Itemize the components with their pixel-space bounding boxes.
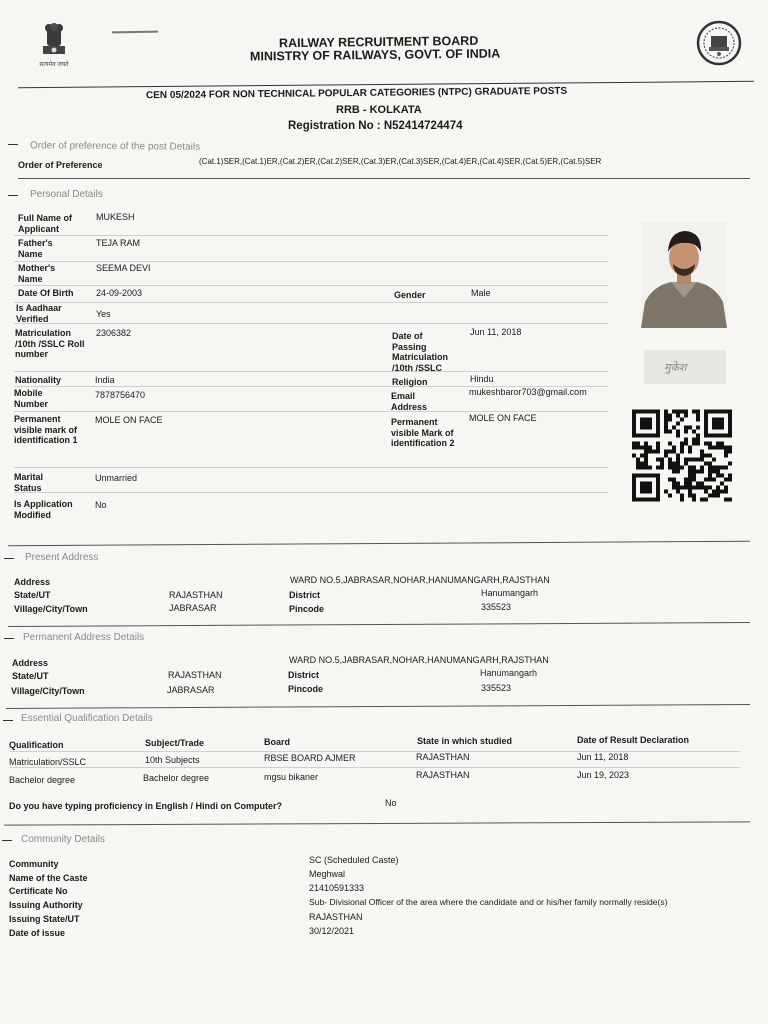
table-cell: Bachelor degree <box>143 773 210 783</box>
email-value: mukeshbaror703@gmail.com <box>469 387 587 397</box>
present-state-label: State/UT <box>14 590 51 600</box>
section-title-community: Community Details <box>21 834 105 845</box>
qualification-header: Qualification <box>9 740 64 750</box>
emblem-motto: सत्यमेव जयते <box>39 62 69 68</box>
permanent-address-value: WARD NO.5,JABRASAR,NOHAR,HANUMANGARH,RAJSTHAN <box>289 655 549 665</box>
father-name-label: Father's Name <box>18 238 53 259</box>
identification-mark-2-label: Permanent visible Mark of identification 2 <box>391 417 455 448</box>
row-line <box>14 302 608 303</box>
mother-name-value: SEEMA DEVI <box>96 263 151 273</box>
row-line <box>14 261 608 262</box>
dob-label: Date Of Birth <box>18 288 74 298</box>
ministry-title: MINISTRY OF RAILWAYS, GOVT. OF INDIA <box>249 46 501 64</box>
table-row-line <box>10 751 740 752</box>
present-pincode-label: Pincode <box>289 604 325 614</box>
board-header: Board <box>264 737 291 747</box>
permanent-state-label: State/UT <box>12 671 49 681</box>
certificate-label: Certificate No <box>9 886 68 896</box>
table-cell: Jun 11, 2018 <box>577 752 629 762</box>
community-label: Community <box>9 859 59 869</box>
dob-value: 24-09-2003 <box>96 288 143 298</box>
present-state-value: RAJASTHAN <box>169 590 223 600</box>
mobile-value: 7878756470 <box>95 390 146 400</box>
matriculation-value: 2306382 <box>96 328 132 338</box>
row-line <box>14 323 608 324</box>
permanent-pincode-value: 335523 <box>481 683 512 693</box>
section-title-present-address: Present Address <box>25 552 99 563</box>
religion-label: Religion <box>392 377 428 387</box>
row-line <box>14 492 608 493</box>
permanent-district-value: Hanumangarh <box>480 668 538 678</box>
permanent-address-label: Address <box>12 658 49 668</box>
typing-proficiency-value: No <box>385 798 397 808</box>
present-district-value: Hanumangarh <box>481 588 539 598</box>
table-cell: Jun 19, 2023 <box>577 770 630 780</box>
section-dash <box>3 720 13 721</box>
result-date-header: Date of Result Declaration <box>577 735 690 745</box>
full-name-value: MUKESH <box>96 212 135 222</box>
present-district-label: District <box>289 590 321 600</box>
subject-header: Subject/Trade <box>145 738 205 748</box>
present-address-label: Address <box>14 577 51 587</box>
table-cell: RAJASTHAN <box>416 770 470 780</box>
section-title-permanent-address: Permanent Address Details <box>23 632 145 643</box>
permanent-address-divider <box>6 704 750 709</box>
present-village-value: JABRASAR <box>169 603 217 613</box>
signature-text: मुकेश <box>664 361 687 374</box>
passing-date-value: Jun 11, 2018 <box>470 327 522 337</box>
identification-mark-1-label: Permanent visible mark of identification 1 <box>14 414 78 445</box>
issue-date-value: 30/12/2021 <box>309 926 355 936</box>
gender-value: Male <box>471 288 491 298</box>
marital-status-label: Marital Status <box>14 472 44 493</box>
full-name-label: Full Name of Applicant <box>18 213 73 234</box>
railway-logo-icon <box>696 20 742 66</box>
present-village-label: Village/City/Town <box>14 604 88 614</box>
marital-status-value: Unmarried <box>95 473 138 483</box>
passing-date-label: Date of Passing Matriculation /10th /SSLC <box>392 331 449 373</box>
row-line <box>14 285 608 286</box>
section-dash <box>2 840 12 841</box>
issuing-state-label: Issuing State/UT <box>9 914 80 924</box>
pen-mark <box>112 31 158 34</box>
state-studied-header: State in which studied <box>417 736 513 746</box>
present-address-value: WARD NO.5,JABRASAR,NOHAR,HANUMANGARH,RAJSTHAN <box>290 575 550 585</box>
section-title-qualification: Essential Qualification Details <box>21 713 153 724</box>
permanent-village-value: JABRASAR <box>167 685 215 695</box>
identification-mark-2-value: MOLE ON FACE <box>469 413 537 423</box>
permanent-pincode-label: Pincode <box>288 684 324 694</box>
section-dash <box>8 195 18 196</box>
applicant-signature <box>644 350 726 384</box>
applicant-photo-image <box>641 222 727 328</box>
preference-value: (Cat.1)SER,(Cat.1)ER,(Cat.2)ER,(Cat.2)SER,(Cat.3)ER,(Cat.3)SER,(Cat.4)ER,(Cat.4)SER,(Cat.5)ER,(Cat.5)SER <box>199 157 602 166</box>
personal-divider <box>8 541 750 547</box>
board-title: RAILWAY RECRUITMENT BOARD <box>278 33 479 51</box>
section-dash <box>4 558 14 559</box>
qualification-divider <box>4 821 750 825</box>
row-line <box>14 371 608 372</box>
row-line <box>14 411 608 412</box>
permanent-village-label: Village/City/Town <box>11 686 85 696</box>
table-cell: 10th Subjects <box>145 755 200 765</box>
issue-date-label: Date of issue <box>9 928 66 938</box>
application-modified-label: Is Application Modified <box>14 499 73 520</box>
father-name-value: TEJA RAM <box>96 238 141 248</box>
national-emblem <box>36 22 72 72</box>
section-title-preference: Order of preference of the post Details <box>29 140 201 153</box>
table-cell: RBSE BOARD AJMER <box>264 753 356 763</box>
religion-value: Hindu <box>470 374 494 384</box>
email-label: Email Address <box>391 391 428 412</box>
qr-code-icon <box>632 409 732 502</box>
caste-value: Meghwal <box>309 869 346 879</box>
issuing-authority-value: Sub- Divisional Officer of the area where the candidate and or his/her family normally reside(s) <box>309 897 668 907</box>
issuing-state-value: RAJASTHAN <box>309 912 363 922</box>
gender-label: Gender <box>394 290 426 300</box>
caste-label: Name of the Caste <box>9 873 88 883</box>
typing-proficiency-label: Do you have typing proficiency in English / Hindi on Computer? <box>9 801 283 811</box>
table-cell: Bachelor degree <box>9 775 76 785</box>
matriculation-label: Matriculation /10th /SSLC Roll number <box>15 328 85 359</box>
present-address-divider <box>8 622 750 627</box>
permanent-state-value: RAJASTHAN <box>168 670 222 680</box>
mother-name-label: Mother's Name <box>18 263 56 284</box>
table-row-line <box>10 767 740 768</box>
table-cell: RAJASTHAN <box>416 752 470 762</box>
issuing-authority-label: Issuing Authority <box>9 900 83 910</box>
aadhaar-label: Is Aadhaar Verified <box>16 303 62 324</box>
railway-logo <box>696 20 742 66</box>
section-dash <box>4 638 14 639</box>
row-line <box>14 235 608 236</box>
aadhaar-value: Yes <box>96 309 111 319</box>
permanent-district-label: District <box>288 670 320 680</box>
certificate-value: 21410591333 <box>309 883 365 893</box>
section-dash <box>8 144 18 145</box>
table-cell: mgsu bikaner <box>264 772 319 782</box>
table-cell: Matriculation/SSLC <box>9 757 87 767</box>
preference-label: Order of Preference <box>18 160 103 170</box>
row-line <box>14 467 608 468</box>
preference-divider <box>18 178 750 179</box>
cen-title: CEN 05/2024 FOR NON TECHNICAL POPULAR CATEGORIES (NTPC) GRADUATE POSTS <box>145 85 568 102</box>
applicant-photo <box>641 222 727 328</box>
community-value: SC (Scheduled Caste) <box>309 855 399 865</box>
mobile-label: Mobile Number <box>14 388 49 409</box>
nationality-label: Nationality <box>15 375 62 385</box>
application-modified-value: No <box>95 500 107 510</box>
section-title-personal: Personal Details <box>30 189 103 200</box>
present-pincode-value: 335523 <box>481 602 512 612</box>
nationality-value: India <box>95 375 115 385</box>
rrb-name: RRB - KOLKATA <box>336 104 422 116</box>
registration-number: Registration No : N52414724474 <box>288 120 463 132</box>
identification-mark-1-value: MOLE ON FACE <box>95 415 163 425</box>
qr-code <box>632 409 732 502</box>
